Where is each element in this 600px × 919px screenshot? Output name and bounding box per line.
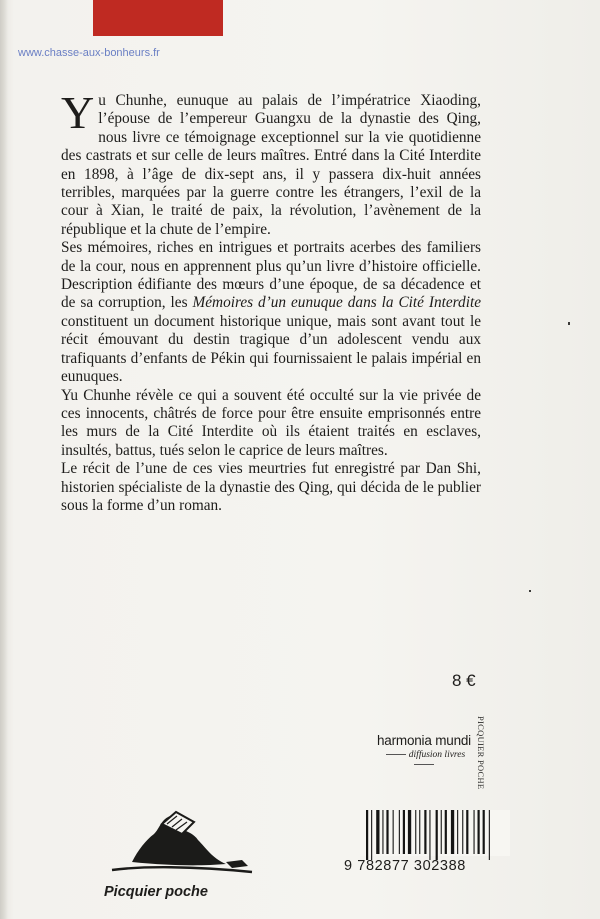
barcode-bar <box>441 810 442 854</box>
blurb-text <box>61 87 481 515</box>
drop-cap: Y <box>61 87 95 138</box>
barcode-bar <box>489 810 490 860</box>
blurb-paragraph-1-text: u Chunhe, eunuque au palais de l’impératrice Xiaoding, l’épouse de l’empereur Guangxu de la dynastie des Qing, nous livre ce témoignage exceptionnel sur la vie quotidienne des castrats et sur celle de leurs maîtres. Entré dans la Cité Interdite en 1898, à l’âge de dix-sept ans, il y passera dix-huit années terribles, marquées par la guerre contre les étrangers, l’exil de la cour à Xian, le traité de paix, la révolution, l’avènement de la république et la chute de l’empire. <box>61 92 481 238</box>
cover-mark <box>568 322 570 325</box>
price-label: 8 € <box>452 671 476 690</box>
barcode-bar <box>399 810 400 854</box>
book-title-italic: Mémoires d’un eunuque dans la Cité Interdite <box>192 294 481 312</box>
distributor-subtitle: diffusion livres <box>370 750 478 770</box>
spine-shadow <box>0 0 8 919</box>
distributor-name: harmonia mundi <box>376 733 471 748</box>
watermark-url: www.chasse-aux-bonheurs.fr <box>18 47 160 59</box>
barcode-bar <box>436 810 438 860</box>
barcode-bar <box>376 810 379 854</box>
blurb-paragraph-4: Le récit de l’une de ces vies meurtries fut enregistré par Dan Shi, historien spécialiste de la dynastie des Qing, qui décida de le publier sous la forme d’un roman. <box>61 460 481 514</box>
barcode <box>360 810 510 886</box>
barcode-bar <box>451 810 454 854</box>
barcode-bar <box>415 810 416 854</box>
barcode-bar <box>483 810 485 854</box>
barcode-bar <box>403 810 405 854</box>
barcode-bar <box>386 810 388 854</box>
barcode-bar <box>382 810 383 854</box>
barcode-bar <box>474 810 475 854</box>
blurb-paragraph-2-start: Ses mémoires, riches en intrigues et portraits acerbes des familiers de la cour, nous en apprennent plus qu’un livre d’histoire officielle. Description édifiante des mœurs d’une époque, de sa décadence et de sa corruption, les <box>61 239 481 312</box>
blurb-paragraph-1 <box>61 87 481 239</box>
barcode-bar <box>408 810 411 854</box>
barcode-bar <box>462 810 463 854</box>
publisher-logo-reader-icon <box>102 800 262 880</box>
blurb-paragraph-2 <box>61 239 481 386</box>
red-band <box>93 0 223 36</box>
barcode-digits: 9 782877 302388 <box>344 858 466 874</box>
distributor-logo <box>370 733 478 770</box>
barcode-bar <box>371 810 372 860</box>
publisher-vertical-label: PICQUIER POCHE <box>476 716 486 790</box>
barcode-bar <box>366 810 368 860</box>
blurb-paragraph-3: Yu Chunhe révèle ce qui a souvent été occulté sur la vie privée de ces innocents, châtrés de force pour être ensuite emprisonnés entre les murs de la Cité Interdite où ils étaient traités en esclaves, insultés, battus, tués selon le caprice de leurs maîtres. <box>61 386 481 459</box>
barcode-bar <box>429 810 430 860</box>
barcode-bar <box>466 810 468 854</box>
barcode-bar <box>478 810 480 854</box>
barcode-bar <box>445 810 447 854</box>
barcode-bar <box>419 810 420 854</box>
barcode-bar <box>393 810 394 854</box>
barcode-bar <box>424 810 426 854</box>
cover-mark <box>529 590 531 592</box>
blurb-paragraph-2-end: constituent un document historique unique, mais sont avant tout le récit émouvant du destin tragique d’un adolescent vendu aux trafiquants d’enfants de Pékin qui fournissaient le palais impérial en eunuques. <box>61 312 481 386</box>
publisher-name: Picquier poche <box>104 884 208 900</box>
barcode-bar <box>457 810 458 854</box>
